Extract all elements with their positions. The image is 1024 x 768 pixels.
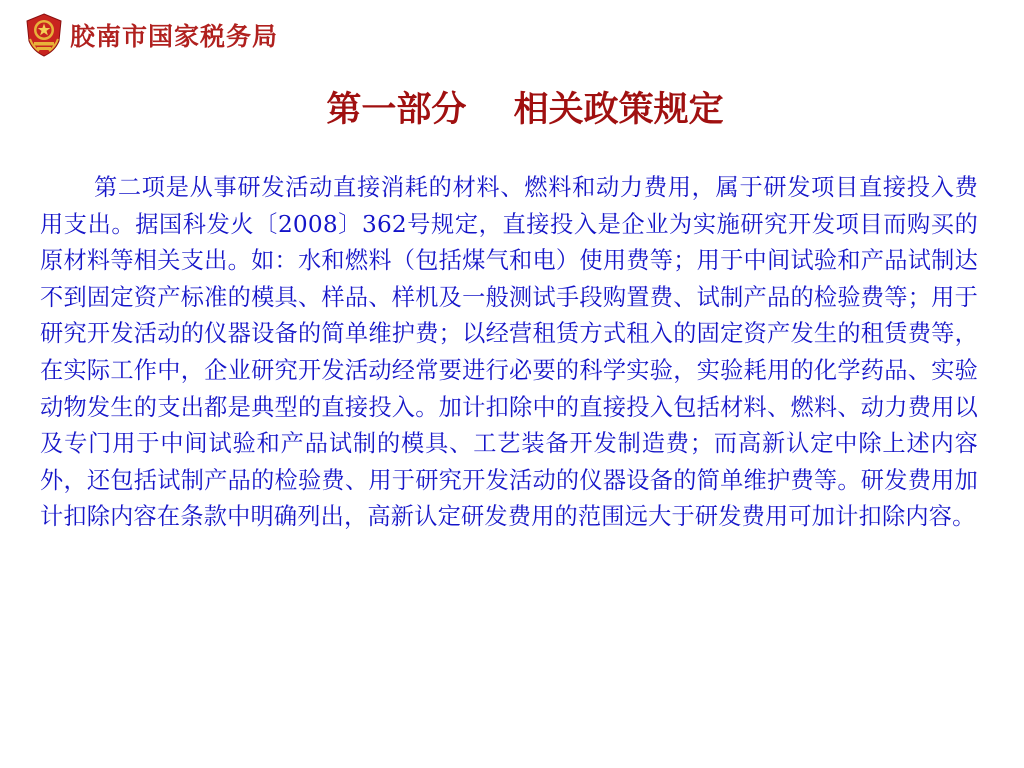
- tax-bureau-emblem-icon: [24, 13, 64, 57]
- body-paragraph: 第二项是从事研发活动直接消耗的材料、燃料和动力费用，属于研发项目直接投入费用支出。据国科发火〔2008〕362号规定，直接投入是企业为实施研究开发项目而购买的原材料等相关支出。如：水和燃料（包括煤气和电）使用费等；用于中间试验和产品试制达不到固定资产标准的模具、样品、样机及一般测试手段购置费、试制产品的检验费等；用于研究开发活动的仪器设备的简单维护费；以经营租赁方式租入的固定资产发生的租赁费等，在实际工作中，企业研究开发活动经常要进行必要的科学实验，实验耗用的化学药品、实验动物发生的支出都是典型的直接投入。加计扣除中的直接投入包括材料、燃料、动力费用以及专门用于中间试验和产品试制的模具、工艺装备开发制造费；而高新认定中除上述内容外，还包括试制产品的检验费、用于研究开发活动的仪器设备的简单维护费等。研发费用加计扣除内容在条款中明确列出，高新认定研发费用的范围远大于研发费用可加计扣除内容。: [40, 174, 978, 531]
- page-title: 第一部分 相关政策规定: [326, 90, 724, 130]
- org-name: 胶南市国家税务局: [70, 22, 279, 51]
- header: [24, 12, 278, 58]
